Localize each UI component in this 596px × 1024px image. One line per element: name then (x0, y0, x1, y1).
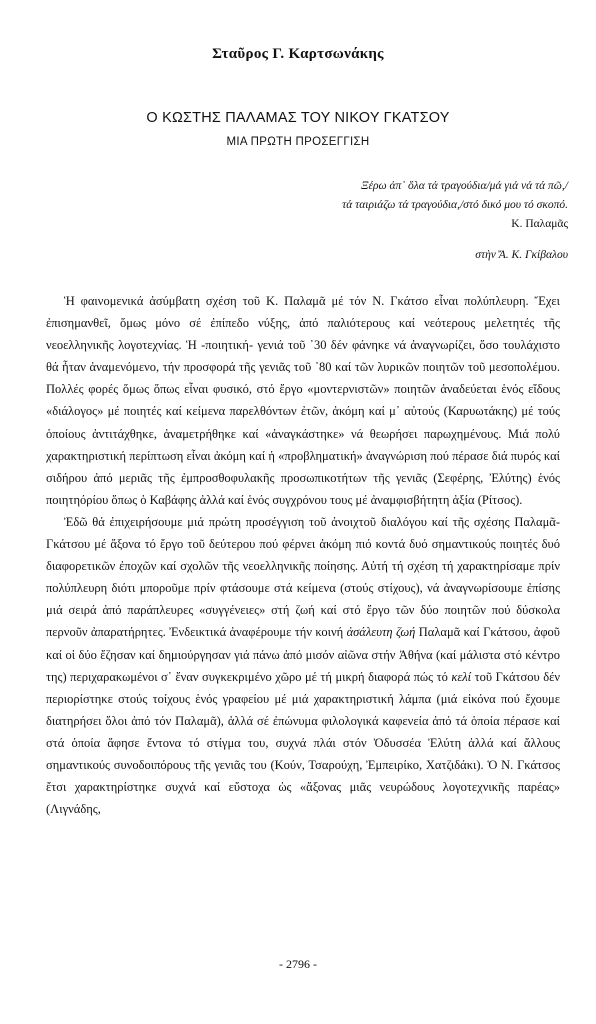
epigraph-attribution: Κ. Παλαμᾶς (511, 218, 568, 230)
epigraph-line: Ξέρω ἀπ᾽ ὅλα τά τραγούδια/μά γιά νά τά πῶ,/ (361, 180, 568, 192)
article-subtitle: ΜΙΑ ΠΡΩΤΗ ΠΡΟΣΕΓΓΙΣΗ (226, 136, 370, 148)
italic-phrase: κελί (451, 669, 472, 684)
dedication: στὴν Ἄ. Κ. Γκίβαλου (475, 249, 568, 261)
paragraph (46, 511, 560, 820)
paragraph: Ἡ φαινομενικά ἀσύμβατη σχέση τοῦ Κ. Παλαμᾶ μέ τόν Ν. Γκάτσο εἶναι πολύπλευρη. Ἔχει ἐπισημανθεῖ, ὅμως μόνο σέ ἐπίπεδο νύξης, ἀπό παλιότερους καί νεότερους μελετητές τῆς νεοελληνικῆς λογοτεχνίας. Ἡ -ποιητική- γενιά τοῦ ᾽30 δέν φάνηκε νά ἀναγνωρίζει, ὅσο τουλάχιστο θά ἦταν ἀναμενόμενο, τήν προσφορά τῆς γενιᾶς τοῦ ᾽80 καί τῶν λυρικῶν ποιητῶν τοῦ μεσοπολέμου. Πολλές φορές ὅμως ὅπως εἶναι φυσικό, στό ἔργο «μοντερνιστῶν» ποιητῶν ἀναδεύεται ἑνός εἴδους «διάλογος» μέ ποιητές καί κείμενα παρελθόντων ἐτῶν, ἀκόμη καί μ᾽ αὐτούς (Καρυωτάκης) μέ τούς ὁποίους ἀντιτάχθηκε, ἀναμετρήθηκε καί «ἀναγκάστηκε» νά θεωρήσει παρωχημένους. Μιά πολύ χαρακτηριστική περίπτωση εἶναι ἀκόμη καί ἡ «προβληματική» ἀναγνώριση πού πέρασε διά πυρός καί σιδήρου ἀπό μεριᾶς τῆς ἐμπροσθοφυλακῆς προσωπικοτήτων τῆς γενιᾶς (Σεφέρης, Ἐλύτης) ἑνός ποιητηόρίου ὅπως ὁ Καβάφης ἀλλά καί ἑνός συγχρόνου τους μέ ἀναμφισβήτητη ἀξία (Ρίτσος). (46, 294, 560, 507)
page-number: - 2796 - (279, 957, 317, 971)
epigraph (148, 177, 568, 234)
body-text (46, 290, 560, 820)
text-run: Παλαμᾶ καί Γκάτσου, ἀφοῦ καί οἱ δύο ἔζησαν καί δημιούργησαν γιά πάνω ἀπό μισόν αἰῶνα στήν Ἀθήνα (καί μάλιστα στό κέντρο της) περιχαρακωμένοι σ᾽ ἕναν συγκεκριμένο χῶρο μέ τή μικρή διαφορά πώς τό (46, 625, 560, 684)
epigraph-line: τά ταιριάζω τά τραγούδια,/στό δικό μου τό σκοπό. (342, 199, 568, 211)
text-run: Ἐδῶ θά ἐπιχειρήσουμε μιά πρώτη προσέγγιση τοῦ ἀνοιχτοῦ διαλόγου καί τῆς σχέσης Παλαμᾶ-Γκάτσου μέ ἄξονα τό ἔργο τοῦ δεύτερου πού φέρνει ἀκόμη πιό κοντά δυό σημαντικούς ποιητές δυό διαφορετικῶν ἐποχῶν καί σχολῶν τῆς νεοελληνικῆς ποίησης. Αὐτή τή σχέση τή χαρακτηρίσαμε πρίν πολύπλευρη διότι μποροῦμε πρίν φτάσουμε στά κείμενα (στούς στίχους), νά ἀναγνωρίσουμε ἐπίσης μιά σειρά ἀπό παράπλευρες «συγγένειες» στή ζωή καί στό ἔργο τῶν δύο ποιητῶν πού δύσκολα περνοῦν ἀπαρατήρητες. Ἐνδεικτικά ἀναφέρουμε τήν κοινή (46, 514, 560, 640)
article-title: Ο ΚΩΣΤΗΣ ΠΑΛΑΜΑΣ ΤΟΥ ΝΙΚΟΥ ΓΚΑΤΣΟΥ (146, 110, 450, 126)
text-run: τοῦ Γκάτσου δέν περιορίστηκε στούς τοίχους ἑνός γραφείου μέ μιά χαρακτηριστική λάμπα (μιά εἰκόνα πού ἔχουμε διατηρήσει ὅλοι ἀπό τόν Παλαμᾶ), ἀλλά σέ ἐπώνυμα φιλολογικά καφενεία ἀπό τά ὁποία πέρασε καί στά ὁποία ἄφησε ἔντονα τό στίγμα του, συχνά πλάι στόν Ὀδυσσέα Ἐλύτη ἀλλά καί ἄλλους σημαντικούς συνοδοιπόρους τῆς γενιᾶς του (Κούν, Τσαρούχη, Ἐμπειρίκο, Χατζιδάκι). Ὁ Ν. Γκάτσος ἔτσι χαρακτηρίστηκε συχνά καί εὔστοχα ὡς «ἄξονας μιᾶς νευρώδους λογοτεχνικῆς παρέας» (Λιγνάδης, (46, 669, 560, 817)
italic-phrase: ἀσάλευτη ζωή (346, 625, 416, 640)
author-name: Σταῦρος Γ. Καρτσωνάκης (212, 46, 384, 62)
